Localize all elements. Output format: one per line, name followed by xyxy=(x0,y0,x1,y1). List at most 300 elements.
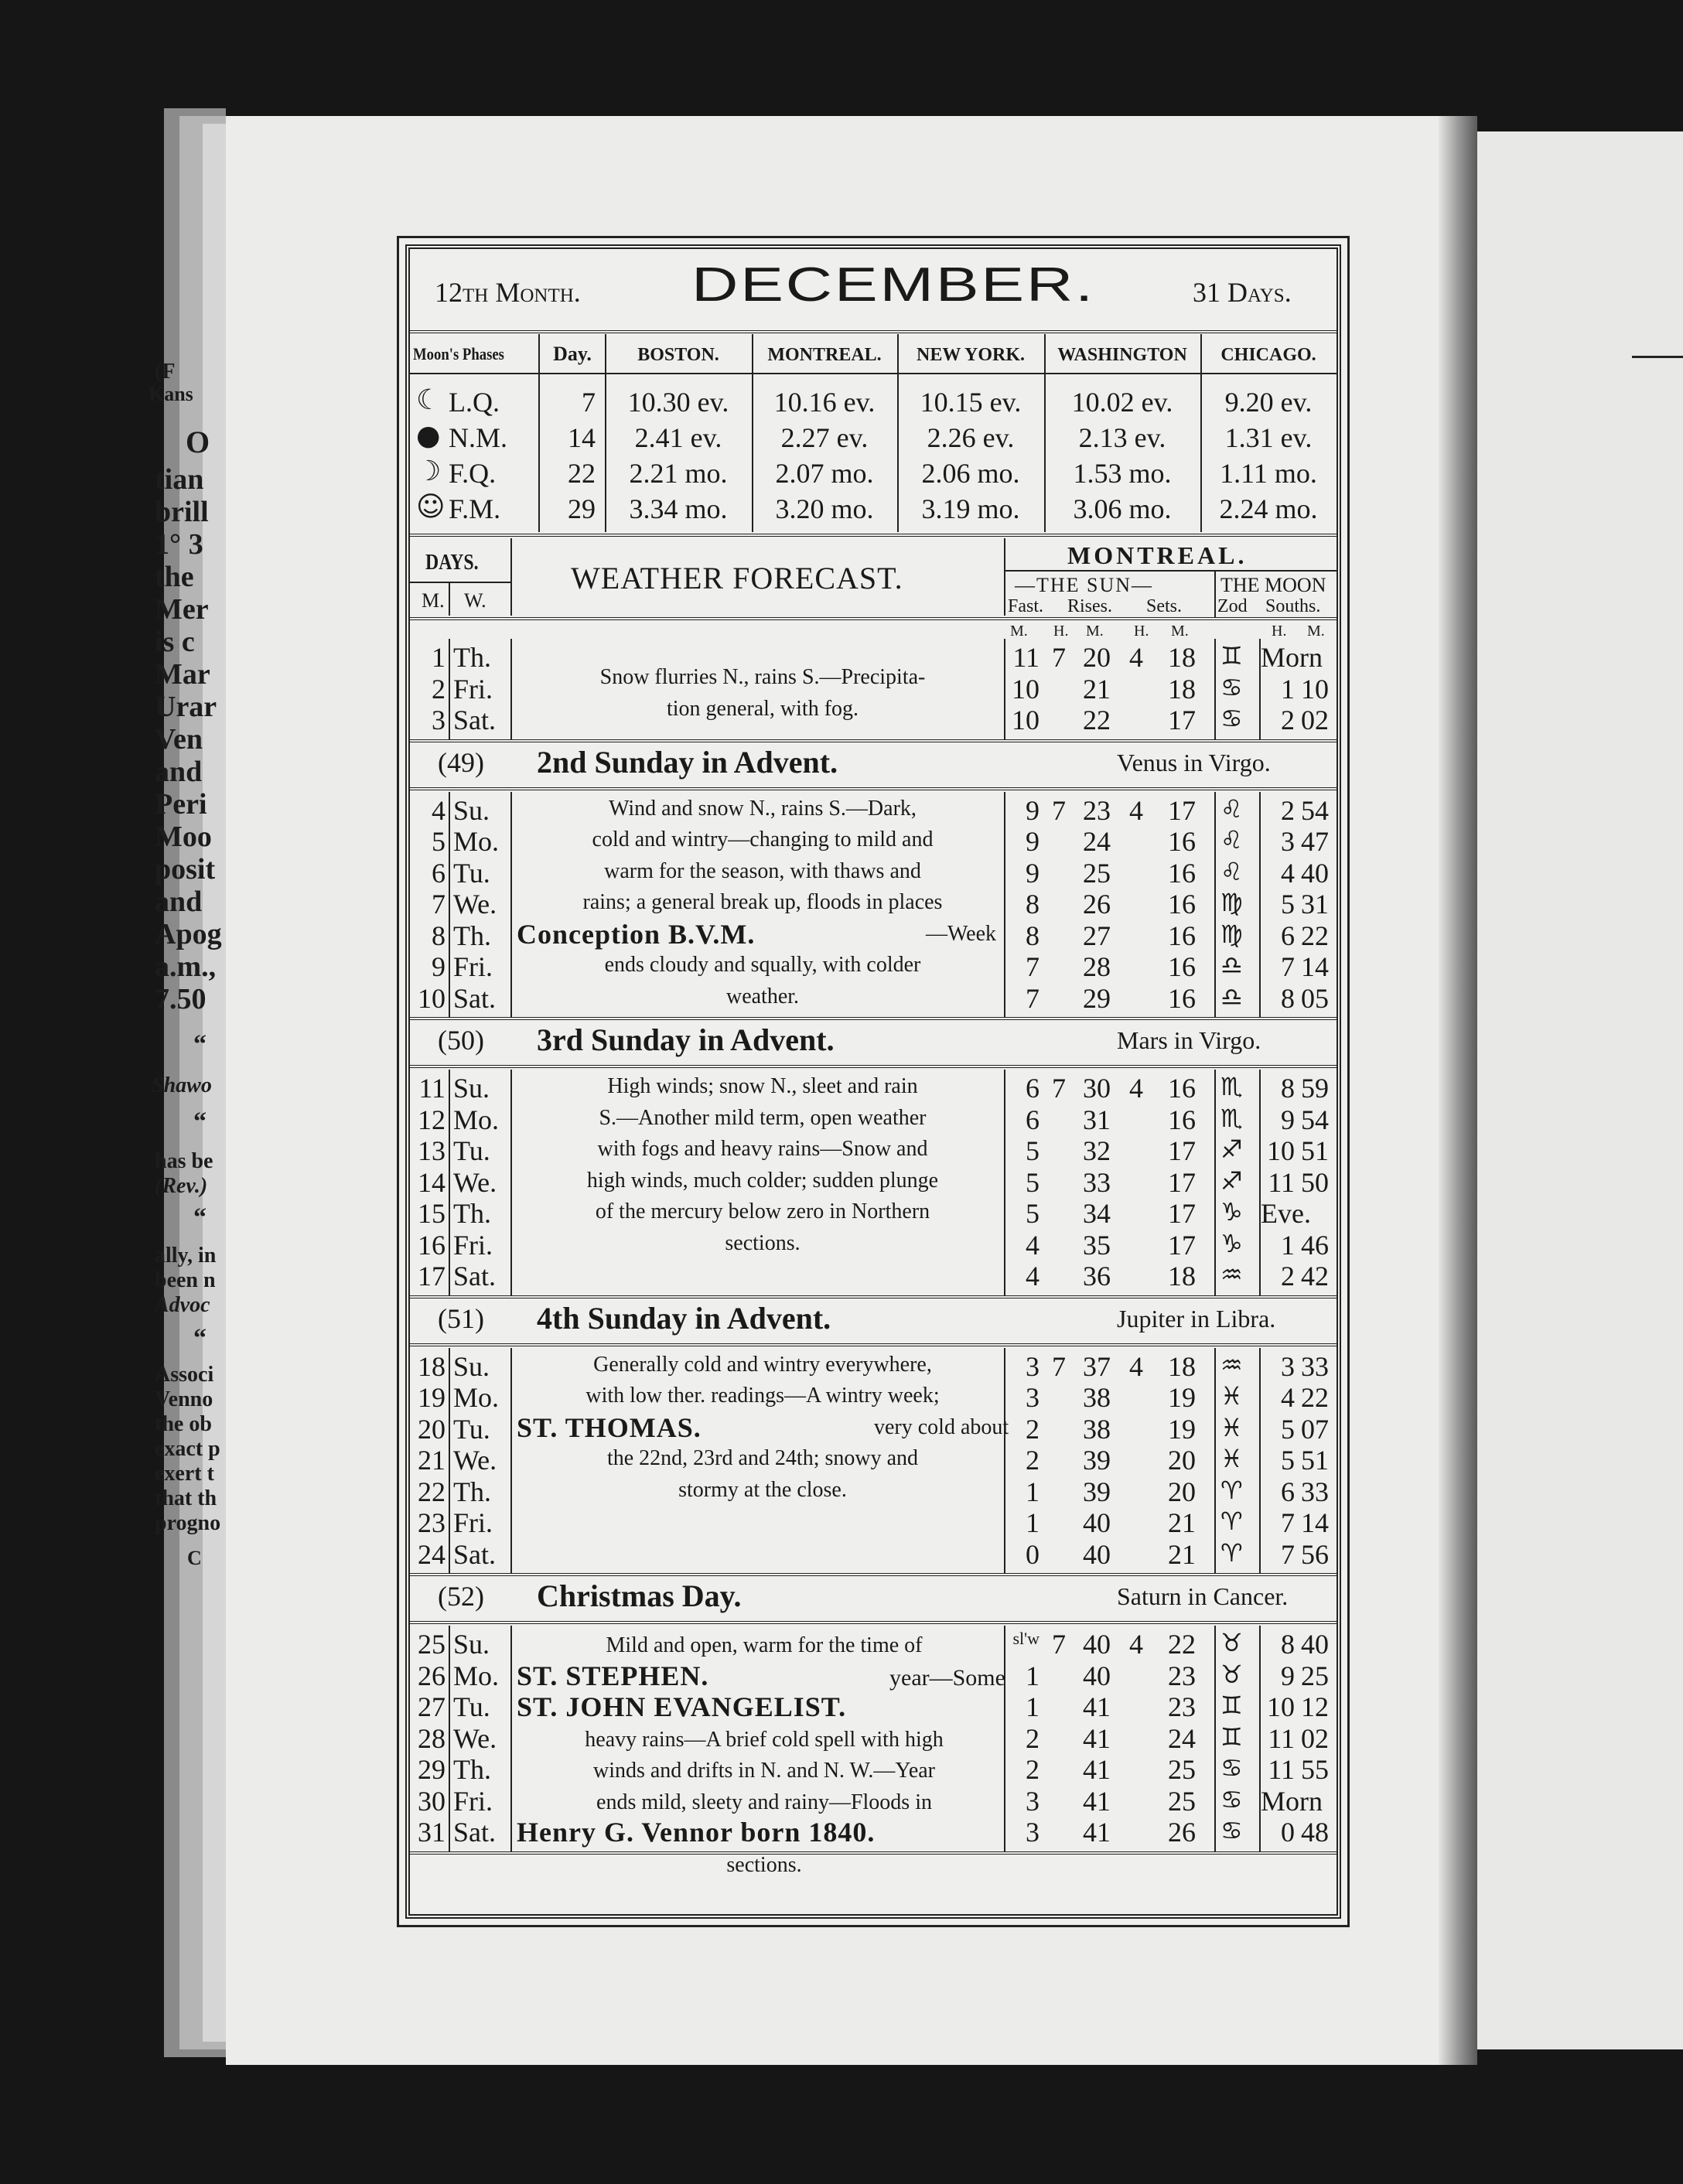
phase-time: 2.26 ev. xyxy=(927,422,1015,453)
sun-fast: 9 xyxy=(1026,826,1040,857)
right-page-text: tian xyxy=(155,463,204,496)
right-page-text: Peri xyxy=(155,788,207,821)
sun-fast: 1 xyxy=(1026,1691,1040,1722)
moon-souths-hour: 6 xyxy=(1281,920,1295,951)
sun-fast: 2 xyxy=(1026,1413,1040,1445)
zodiac-icon: ♍ xyxy=(1220,919,1243,949)
weekday: Tu. xyxy=(453,1413,490,1445)
zodiac-icon: ♏ xyxy=(1220,1103,1243,1133)
phase-time: 10.02 ev. xyxy=(1071,387,1173,418)
forecast-text: year—Some xyxy=(889,1664,1005,1691)
weekday: Mo. xyxy=(453,1660,500,1691)
zodiac-icon: ♋ xyxy=(1220,1784,1243,1814)
right-page-text: “ xyxy=(193,1324,207,1353)
moon-souths-min: 22 xyxy=(1301,1382,1329,1413)
zodiac-icon: ♓ xyxy=(1220,1381,1243,1411)
day-number: 22 xyxy=(418,1476,446,1507)
weekday: Fri. xyxy=(453,1507,493,1538)
weekday: Th. xyxy=(453,1476,491,1507)
moon-souths-hour: 0 xyxy=(1281,1817,1295,1848)
sun-set-min: 16 xyxy=(1168,982,1196,1014)
sun-rise-min: 21 xyxy=(1083,673,1111,705)
weekday: Su. xyxy=(453,1073,490,1104)
week-note: Jupiter in Libra. xyxy=(1117,1304,1276,1333)
phase-head-rule xyxy=(410,373,1336,374)
city-header: BOSTON. xyxy=(637,345,719,365)
sun-set-min: 25 xyxy=(1168,1754,1196,1785)
forecast-text: with low ther. readings—A wintry week; xyxy=(585,1384,940,1408)
right-page-text: 1° 3 xyxy=(155,528,203,561)
zodiac-icon: ♑ xyxy=(1220,1228,1243,1258)
right-page-text: and xyxy=(155,756,203,788)
phase-time: 2.24 mo. xyxy=(1219,493,1318,524)
zodiac-icon: ♐ xyxy=(1220,1165,1243,1196)
week-title-rule xyxy=(410,1065,1336,1068)
moon-souths-min: 55 xyxy=(1301,1754,1329,1785)
sun-fast: 6 xyxy=(1026,1073,1040,1104)
day-number: 19 xyxy=(418,1382,446,1413)
head-rule xyxy=(1214,571,1216,617)
day-number: 18 xyxy=(418,1350,446,1382)
zodiac-icon: ♋ xyxy=(1220,672,1243,702)
sun-rise-min: 20 xyxy=(1083,642,1111,673)
sun-set-min: 18 xyxy=(1168,642,1196,673)
weekday: Fri. xyxy=(453,673,493,705)
phase-time: 10.30 ev. xyxy=(627,387,729,418)
zod-header: Zod xyxy=(1217,596,1248,616)
moon-souths-hour: 5 xyxy=(1281,1413,1295,1445)
sun-rise-min: 39 xyxy=(1083,1476,1111,1507)
zodiac-icon: ♊ xyxy=(1220,1691,1243,1720)
sun-rise-min: 40 xyxy=(1083,1629,1111,1660)
unit-label: H. xyxy=(1272,623,1287,640)
week-title: 2nd Sunday in Advent. xyxy=(537,744,838,780)
weekday: Tu. xyxy=(453,1135,490,1166)
sun-rise-min: 40 xyxy=(1083,1507,1111,1538)
w-header: W. xyxy=(464,589,486,612)
city-header: WASHINGTON xyxy=(1057,345,1187,365)
sun-set-min: 19 xyxy=(1168,1413,1196,1445)
sun-set-min: 17 xyxy=(1168,1198,1196,1229)
right-page-text: Urar xyxy=(155,691,217,723)
week-bottom-rule xyxy=(410,739,1336,742)
right-page-text: Mer xyxy=(155,593,209,626)
forecast-text: tion general, with fog. xyxy=(666,696,859,721)
sun-rise-min: 24 xyxy=(1083,826,1111,857)
column-rule xyxy=(449,1626,450,1851)
zodiac-icon: ♋ xyxy=(1220,1816,1243,1845)
forecast-text: warm for the season, with thaws and xyxy=(604,858,921,883)
right-page-text: Moo xyxy=(155,821,212,853)
head-rule xyxy=(1004,538,1005,616)
city-header: NEW YORK. xyxy=(916,345,1025,365)
moon-souths-hour: 4 xyxy=(1281,857,1295,889)
zodiac-icon: ♊ xyxy=(1220,1722,1243,1752)
sun-set-min: 25 xyxy=(1168,1785,1196,1817)
week-bottom-rule xyxy=(410,1851,1336,1855)
unit-label: M. xyxy=(1171,623,1189,640)
week-note: Mars in Virgo. xyxy=(1117,1026,1261,1054)
weekday: Tu. xyxy=(453,1691,490,1722)
column-rule xyxy=(449,639,450,739)
phase-time: 9.20 ev. xyxy=(1224,387,1313,418)
moon-souths-min: 10 xyxy=(1301,673,1329,705)
phase-day-header: Day. xyxy=(553,343,592,365)
phase-time: 2.13 ev. xyxy=(1078,422,1166,453)
montreal-rule xyxy=(1004,570,1336,572)
weekday: Fri. xyxy=(453,1229,493,1261)
sun-set-hour: 4 xyxy=(1129,642,1143,673)
moon-souths-hour: 10 xyxy=(1267,1135,1295,1166)
forecast-text: Generally cold and wintry everywhere, xyxy=(593,1352,932,1377)
right-page-text: been n xyxy=(155,1268,216,1292)
zodiac-icon: ♈ xyxy=(1220,1475,1243,1505)
sun-rise-min: 40 xyxy=(1083,1538,1111,1570)
forecast-text: rains; a general break up, floods in places xyxy=(582,890,943,914)
day-number: 21 xyxy=(418,1445,446,1476)
phase-time: 3.34 mo. xyxy=(629,493,728,524)
sun-set-min: 24 xyxy=(1168,1722,1196,1754)
weekday: Mo. xyxy=(453,1382,500,1413)
sun-set-min: 26 xyxy=(1168,1817,1196,1848)
sun-fast: 10 xyxy=(1012,705,1040,735)
sun-fast: 8 xyxy=(1026,889,1040,920)
moon-souths-min: 25 xyxy=(1301,1660,1329,1691)
weekday: Su. xyxy=(453,1350,490,1382)
phase-time: 1.53 mo. xyxy=(1073,458,1172,489)
sun-set-hour: 4 xyxy=(1129,1350,1143,1382)
column-rule xyxy=(1214,639,1216,739)
forecast-text: —Week xyxy=(925,921,996,946)
moon-souths-min: 33 xyxy=(1301,1476,1329,1507)
moon-souths-hour: 10 xyxy=(1267,1691,1295,1722)
zodiac-icon: ♊ xyxy=(1220,641,1243,671)
weekday: Su. xyxy=(453,1629,490,1660)
right-page-text: the ob xyxy=(155,1412,212,1436)
forecast-text: of the mercury below zero in Northern xyxy=(595,1199,930,1223)
weekday: Th. xyxy=(453,642,491,673)
weekday: Sat. xyxy=(453,705,497,735)
moon-souths-min: 33 xyxy=(1301,1350,1329,1382)
sun-rise-min: 31 xyxy=(1083,1104,1111,1135)
forecast-text: high winds, much colder; sudden plunge xyxy=(586,1168,939,1193)
phase-time: 1.11 mo. xyxy=(1220,458,1317,489)
sun-rise-min: 27 xyxy=(1083,920,1111,951)
sun-set-hour: 4 xyxy=(1129,794,1143,826)
phase-name: N.M. xyxy=(449,422,508,453)
moon-souths-hour: 2 xyxy=(1281,1261,1295,1292)
weekday: Th. xyxy=(453,1754,491,1785)
sun-set-min: 21 xyxy=(1168,1507,1196,1538)
forecast-text: sections. xyxy=(725,1230,801,1255)
sun-fast: 11 xyxy=(1012,642,1040,673)
forecast-text: ends mild, sleety and rainy—Floods in xyxy=(596,1790,932,1814)
phase-day: 22 xyxy=(568,458,596,489)
forecast-text: weather. xyxy=(725,984,800,1008)
sun-fast: 2 xyxy=(1026,1754,1040,1785)
moon-souths-min: 48 xyxy=(1301,1817,1329,1848)
feast-name: ST. STEPHEN. xyxy=(517,1660,709,1691)
sun-rise-min: 38 xyxy=(1083,1382,1111,1413)
day-number: 10 xyxy=(418,982,446,1014)
sun-rise-min: 39 xyxy=(1083,1445,1111,1476)
right-page-text: C xyxy=(187,1547,202,1569)
sun-fast: 2 xyxy=(1026,1445,1040,1476)
right-page-text: exact p xyxy=(155,1437,220,1461)
moon-souths-min: 14 xyxy=(1301,951,1329,982)
moon-souths-hour: 4 xyxy=(1281,1382,1295,1413)
forecast-text: winds and drifts in N. and N. W.—Year xyxy=(592,1759,936,1783)
moon-souths-hour: 5 xyxy=(1281,1445,1295,1476)
right-page-text: posit xyxy=(155,853,216,886)
moon-souths-hour: 11 xyxy=(1268,1754,1295,1785)
forecast-text: Mild and open, warm for the time of xyxy=(606,1633,923,1657)
right-page-text: 7.50 xyxy=(155,983,207,1015)
sun-rise-hour: 7 xyxy=(1052,1350,1066,1382)
weekday: Mo. xyxy=(453,826,500,857)
phase-day: 14 xyxy=(568,422,596,453)
zodiac-icon: ♎ xyxy=(1220,950,1243,980)
moon-souths-hour: 1 xyxy=(1281,1229,1295,1261)
week-number: (52) xyxy=(438,1581,484,1612)
column-rule xyxy=(449,792,450,1018)
moon-souths-hour: 3 xyxy=(1281,826,1295,857)
week-bottom-rule xyxy=(410,1017,1336,1020)
weekday: Sat. xyxy=(453,1817,497,1848)
sun-rise-min: 40 xyxy=(1083,1660,1111,1691)
moon-souths-hour: 8 xyxy=(1281,1629,1295,1660)
forecast-text: the 22nd, 23rd and 24th; snowy and xyxy=(606,1446,919,1470)
moon-phase-icon: ● xyxy=(416,420,441,452)
moon-souths-min: 02 xyxy=(1301,1722,1329,1754)
moon-souths-hour: 5 xyxy=(1281,889,1295,920)
zodiac-icon: ♐ xyxy=(1220,1135,1243,1164)
weekday: Th. xyxy=(453,1198,491,1229)
feast-name: ST. THOMAS. xyxy=(517,1411,702,1443)
moon-souths-min: 05 xyxy=(1301,982,1329,1014)
moon-souths-min: 54 xyxy=(1301,794,1329,826)
sun-fast: 0 xyxy=(1026,1538,1040,1570)
moon-souths-hour: 1 xyxy=(1281,673,1295,705)
column-rule xyxy=(449,1348,450,1574)
column-rule xyxy=(510,639,512,739)
sun-fast: 4 xyxy=(1026,1261,1040,1292)
montreal-header: MONTREAL. xyxy=(1067,541,1248,569)
days-count: 31 Days. xyxy=(1193,277,1292,308)
week-title-rule xyxy=(410,1343,1336,1346)
zodiac-icon: ♓ xyxy=(1220,1412,1243,1442)
day-number: 15 xyxy=(418,1198,446,1229)
sun-fast: 3 xyxy=(1026,1350,1040,1382)
moon-souths-min: 12 xyxy=(1301,1691,1329,1722)
sun-set-min: 20 xyxy=(1168,1445,1196,1476)
weekday: Th. xyxy=(453,920,491,951)
sun-header: —THE SUN— xyxy=(1015,574,1154,596)
forecast-text: Snow flurries N., rains S.—Precipita- xyxy=(599,665,926,689)
right-page-text: Ven xyxy=(155,723,203,756)
moon-souths-min: 07 xyxy=(1301,1413,1329,1445)
days-rule xyxy=(410,582,510,583)
day-number: 16 xyxy=(418,1229,446,1261)
moon-souths-min: 31 xyxy=(1301,889,1329,920)
zodiac-icon: ♌ xyxy=(1220,793,1243,824)
right-page-text: is c xyxy=(155,626,195,658)
sun-set-min: 17 xyxy=(1168,1166,1196,1198)
unit-label: H. xyxy=(1053,623,1069,640)
zodiac-icon: ♈ xyxy=(1220,1537,1243,1568)
moon-souths-hour: 7 xyxy=(1281,951,1295,982)
forecast-header: WEATHER FORECAST. xyxy=(571,561,903,595)
head-rule xyxy=(510,538,512,616)
day-number: 7 xyxy=(432,889,446,920)
sun-set-min: 16 xyxy=(1168,889,1196,920)
unit-label: M. xyxy=(1010,623,1028,640)
right-page-text: Advoc xyxy=(155,1293,210,1317)
sun-rise-min: 36 xyxy=(1083,1261,1111,1292)
day-number: 25 xyxy=(418,1629,446,1660)
sun-set-min: 18 xyxy=(1168,673,1196,705)
zodiac-icon: ♉ xyxy=(1220,1659,1243,1689)
day-number: 11 xyxy=(418,1073,446,1104)
day-number: 20 xyxy=(418,1413,446,1445)
header-rule xyxy=(410,330,1336,333)
column-rule xyxy=(1214,1070,1216,1295)
sun-fast: 2 xyxy=(1026,1722,1040,1754)
moon-souths-min: 22 xyxy=(1301,920,1329,951)
weekday: Sat. xyxy=(453,1261,497,1292)
day-number: 24 xyxy=(418,1538,446,1570)
phase-time: 3.19 mo. xyxy=(921,493,1020,524)
day-number: 14 xyxy=(418,1166,446,1198)
phase-time: 10.15 ev. xyxy=(920,387,1022,418)
moon-souths: Eve. xyxy=(1261,1198,1311,1229)
month-title: DECEMBER. xyxy=(691,258,1095,312)
sun-fast: 6 xyxy=(1026,1104,1040,1135)
right-page-text: a.m., xyxy=(155,950,217,983)
right-page-text: (Rev.) xyxy=(155,1174,208,1198)
sun-set-min: 20 xyxy=(1168,1476,1196,1507)
sun-set-min: 23 xyxy=(1168,1660,1196,1691)
sun-rise-min: 41 xyxy=(1083,1722,1111,1754)
sun-set-hour: 4 xyxy=(1129,1073,1143,1104)
rises-header: Rises. xyxy=(1067,596,1113,616)
day-number: 5 xyxy=(432,826,446,857)
sun-set-min: 19 xyxy=(1168,1382,1196,1413)
day-number: 29 xyxy=(418,1754,446,1785)
week-title: 4th Sunday in Advent. xyxy=(537,1300,831,1336)
moon-phase-icon: ☽ xyxy=(416,456,442,487)
sun-rise-min: 28 xyxy=(1083,951,1111,982)
sun-rise-min: 32 xyxy=(1083,1135,1111,1166)
sun-fast: 7 xyxy=(1026,982,1040,1014)
sun-rise-hour: 7 xyxy=(1052,1073,1066,1104)
sun-set-min: 16 xyxy=(1168,826,1196,857)
day-number: 28 xyxy=(418,1722,446,1754)
souths-header: Souths. xyxy=(1265,596,1321,616)
week-title: Christmas Day. xyxy=(537,1578,742,1613)
zodiac-icon: ♋ xyxy=(1220,704,1243,733)
feast-name: Henry G. Vennor born 1840. xyxy=(517,1817,876,1848)
week-note: Venus in Virgo. xyxy=(1117,748,1271,776)
weekday: Sat. xyxy=(453,1538,497,1570)
moon-souths-hour: 3 xyxy=(1281,1350,1295,1382)
moon-souths-min: 59 xyxy=(1301,1073,1329,1104)
sun-fast: 3 xyxy=(1026,1817,1040,1848)
right-page-text: (F xyxy=(155,360,176,384)
weekday: We. xyxy=(453,1722,497,1754)
zodiac-icon: ♍ xyxy=(1220,888,1243,917)
sun-set-min: 18 xyxy=(1168,1261,1196,1292)
week-note: Saturn in Cancer. xyxy=(1117,1582,1289,1610)
sets-header: Sets. xyxy=(1146,596,1183,616)
sun-fast: 5 xyxy=(1026,1135,1040,1166)
right-page-text: Shawo xyxy=(152,1073,212,1097)
forecast-text: ends cloudy and squally, with colder xyxy=(604,953,921,977)
sun-rise-min: 41 xyxy=(1083,1817,1111,1848)
moon-souths-hour: 7 xyxy=(1281,1538,1295,1570)
right-page-text: ally, in xyxy=(155,1244,217,1268)
sun-fast: 1 xyxy=(1026,1476,1040,1507)
moon-souths-hour: 11 xyxy=(1268,1722,1295,1754)
sun-set-min: 16 xyxy=(1168,1073,1196,1104)
right-page-text: “ xyxy=(193,1107,207,1136)
forecast-text: High winds; snow N., sleet and rain xyxy=(607,1074,918,1098)
weekday: Sat. xyxy=(453,982,497,1014)
right-page-text: O xyxy=(186,425,210,459)
column-rule xyxy=(1214,792,1216,1018)
sun-rise-min: 41 xyxy=(1083,1785,1111,1817)
right-page-text: and xyxy=(155,886,203,918)
sun-fast: 3 xyxy=(1026,1785,1040,1817)
right-page-text: “ xyxy=(193,1203,207,1232)
moon-souths-hour: 7 xyxy=(1281,1507,1295,1538)
weekday: We. xyxy=(453,889,497,920)
sun-rise-min: 35 xyxy=(1083,1229,1111,1261)
sun-set-min: 18 xyxy=(1168,1350,1196,1382)
moon-souths-min: 51 xyxy=(1301,1135,1329,1166)
city-header: MONTREAL. xyxy=(767,345,882,365)
feast-name: ST. JOHN EVANGELIST. xyxy=(517,1691,847,1722)
moon-souths-min: 40 xyxy=(1301,857,1329,889)
right-page-text: has be xyxy=(155,1149,213,1173)
moon-souths-min: 02 xyxy=(1301,705,1329,735)
zodiac-icon: ♑ xyxy=(1220,1197,1243,1227)
moon-souths-min: 56 xyxy=(1301,1538,1329,1570)
sun-set-min: 17 xyxy=(1168,1135,1196,1166)
sun-set-min: 17 xyxy=(1168,1229,1196,1261)
column-rule xyxy=(510,1070,512,1295)
moon-souths-min: 42 xyxy=(1301,1261,1329,1292)
moon-souths-min: 14 xyxy=(1301,1507,1329,1538)
day-number: 12 xyxy=(418,1104,446,1135)
right-page-text: exert t xyxy=(155,1462,214,1486)
zodiac-icon: ♈ xyxy=(1220,1507,1243,1536)
week-title-rule xyxy=(410,1621,1336,1624)
fast-header: Fast. xyxy=(1008,596,1044,616)
right-page-text: the xyxy=(155,561,194,593)
column-rule xyxy=(510,792,512,1018)
phase-time: 2.41 ev. xyxy=(634,422,722,453)
column-rule xyxy=(510,1626,512,1851)
phase-time: 2.21 mo. xyxy=(629,458,728,489)
forecast-text: stormy at the close. xyxy=(678,1477,847,1502)
week-title-rule xyxy=(410,787,1336,790)
sun-rise-min: 37 xyxy=(1083,1350,1111,1382)
weekday: Tu. xyxy=(453,857,490,889)
sun-rise-min: 26 xyxy=(1083,889,1111,920)
phase-time: 3.06 mo. xyxy=(1073,493,1172,524)
phase-time: 2.27 ev. xyxy=(780,422,869,453)
